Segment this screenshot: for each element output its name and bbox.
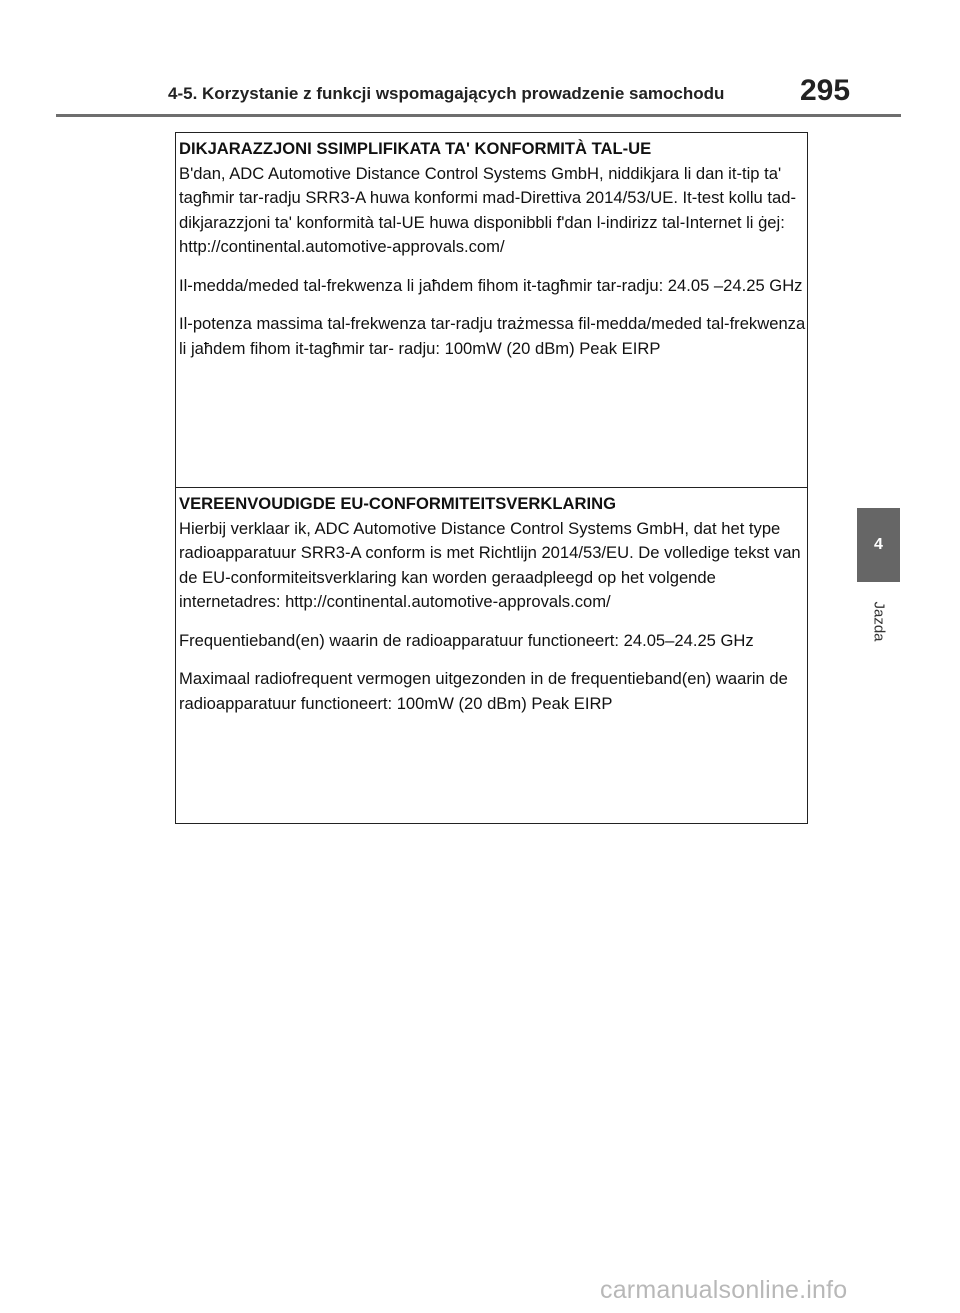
declaration-paragraph: Il-medda/meded tal-frekwenza li jaħdem fihom it-tagħmir tar-radju: 24.05 –24.25 GHz <box>179 275 803 295</box>
declaration-paragraph: Hierbij verklaar ik, ADC Automotive Distance Control Systems GmbH, dat het type radioapparatuur SRR3-A conform is met Richtlijn 2014/53/EU. De volledige tekst van de EU-conformiteitsverklaring kan worden geraadpleegd op het volgende internetadres: http://continental.automotive-approvals.com/ <box>179 518 801 611</box>
declaration-paragraph: Maximaal radiofrequent vermogen uitgezonden in de frequentieband(en) waarin de radioapparatuur functioneert: 100mW (20 dBm) Peak EIRP <box>179 669 788 713</box>
declaration-dutch <box>176 487 807 823</box>
chapter-label-text: Jazda <box>870 600 888 642</box>
declaration-heading: VEREENVOUDIGDE EU-CONFORMITEITSVERKLARING <box>179 494 616 513</box>
declarations-table <box>175 132 808 824</box>
declaration-paragraph: B'dan, ADC Automotive Distance Control Systems GmbH, niddikjara li dan it-tip ta' tagħmir tar-radju SRR3-A huwa konformi mad-Direttiva 2014/53/UE. It-test kollu tad-dikjarazzjoni ta' konformità tal-UE huwa disponibbli f'dan l-indirizz tal-Internet li ġej: http://continental.automotive-approvals.com/ <box>179 163 796 256</box>
chapter-label <box>868 596 890 646</box>
chapter-tab: 4 <box>857 508 900 582</box>
header-divider <box>56 114 901 117</box>
declaration-maltese <box>176 133 807 487</box>
watermark: carmanualsonline.info <box>600 1276 848 1304</box>
page-number: 295 <box>800 74 851 107</box>
page-header-title: 4-5. Korzystanie z funkcji wspomagających prowadzenie samochodu <box>168 84 725 103</box>
declaration-paragraph: Frequentieband(en) waarin de radioapparatuur functioneert: 24.05–24.25 GHz <box>179 630 754 650</box>
declaration-paragraph: Il-potenza massima tal-frekwenza tar-radju trażmessa fil-medda/meded tal-frekwenza li jaħdem fihom it-tagħmir tar- radju: 100mW (20 dBm) Peak EIRP <box>179 314 806 358</box>
declaration-heading: DIKJARAZZJONI SSIMPLIFIKATA TA' KONFORMITÀ TAL-UE <box>179 139 652 158</box>
